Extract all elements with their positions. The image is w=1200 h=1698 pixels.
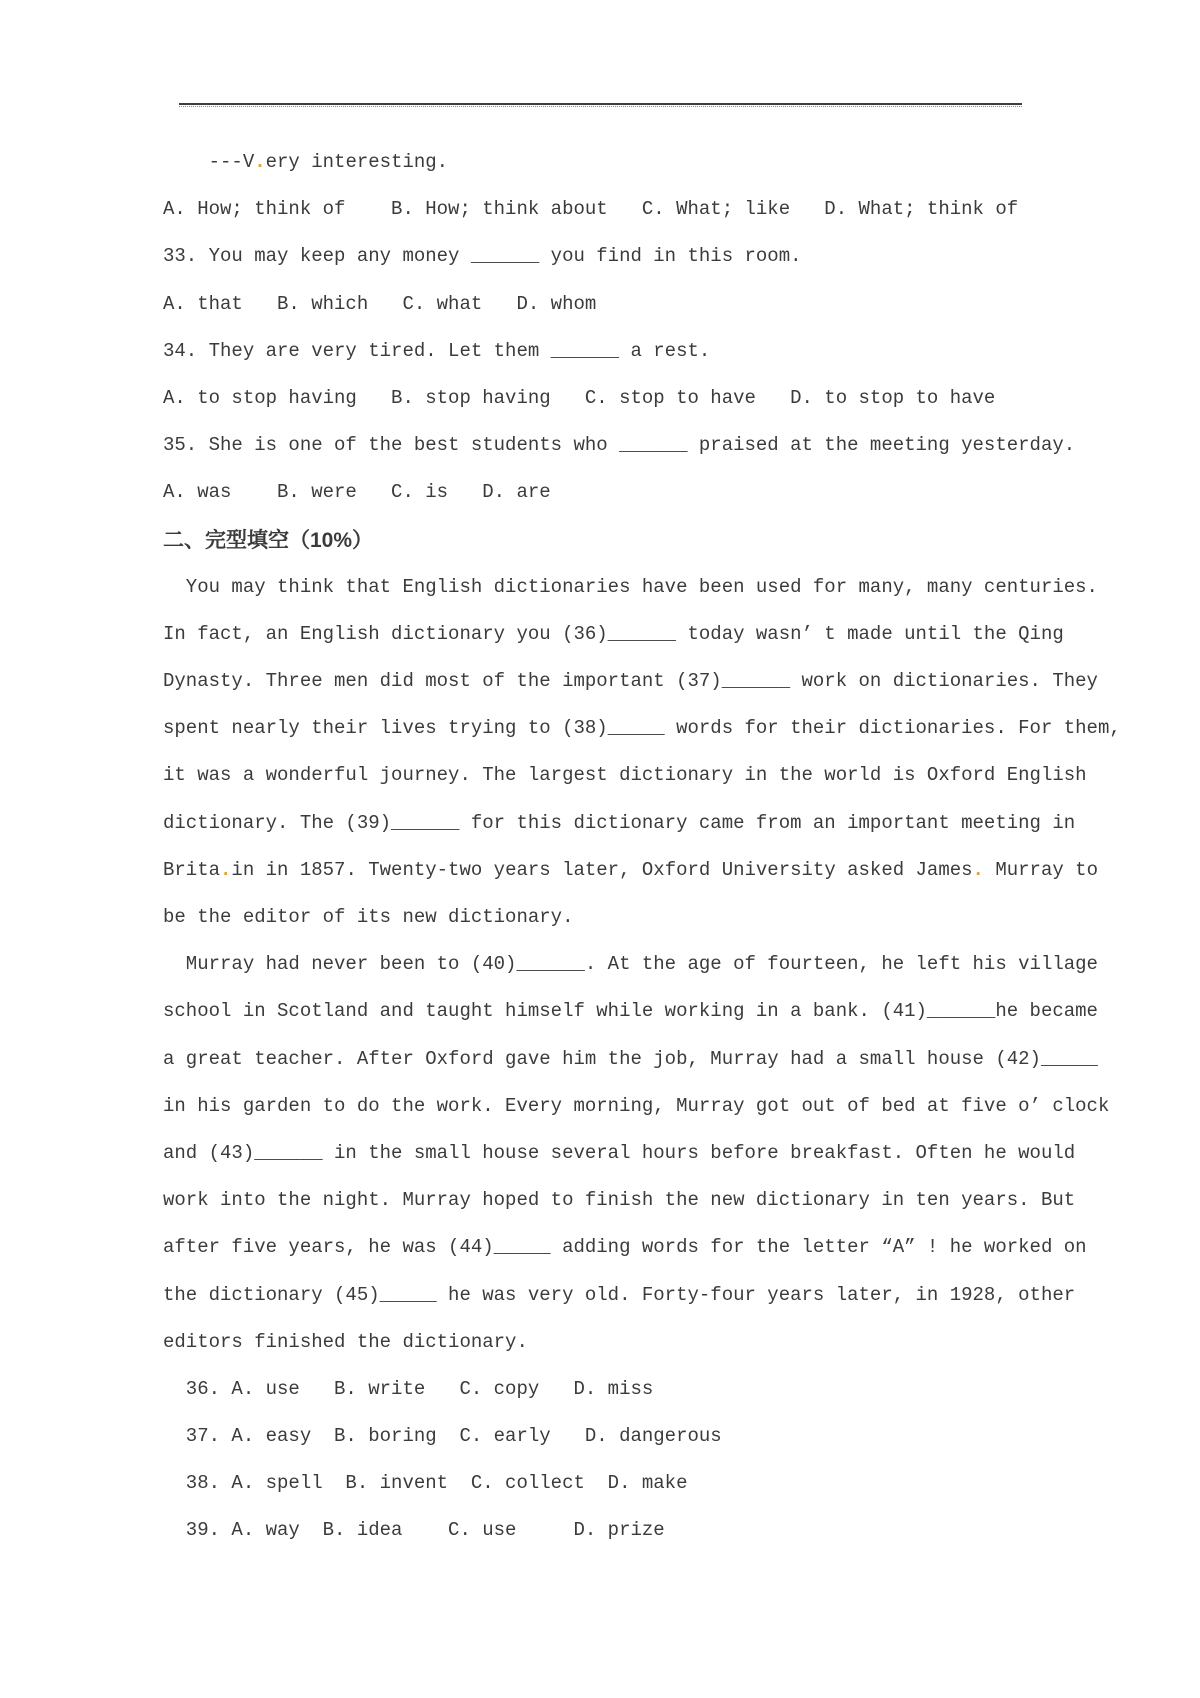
cloze-p2-line-8: the dictionary (45)_____ he was very old. Forty-four years later, in 1928, other [163, 1283, 1076, 1306]
section-cloze-heading: 二、完型填空（10%） [163, 528, 374, 552]
cloze-p1-britain-line [163, 847, 1098, 894]
q33-options-line: A. that B. which C. what D. whom [163, 292, 597, 315]
cloze-p1-line-5: it was a wonderful journey. The largest dictionary in the world is Oxford English [163, 764, 1087, 787]
q32-reply-text-post: ery interesting. [265, 151, 449, 173]
cloze-p2-line-1: Murray had never been to (40)______. At the age of fourteen, he left his village [163, 953, 1098, 976]
q36-options-line: 36. A. use B. write C. copy D. miss [163, 1377, 654, 1400]
cloze-p1-line-8: be the editor of its new dictionary. [163, 906, 574, 928]
cloze-p2-line-3: a great teacher. After Oxford gave him the job, Murray had a small house (42)_____ [163, 1047, 1098, 1070]
cloze-p2-line-2: school in Scotland and taught himself while working in a bank. (41)______he became [163, 1000, 1098, 1023]
q32-reply-text-pre: ---V [163, 151, 255, 173]
cloze-p2-line-7: after five years, he was (44)_____ adding words for the letter “A” ! he worked on [163, 1236, 1087, 1259]
exam-content [163, 139, 1121, 1555]
q32-options-line: A. How; think of B. How; think about C. What; like D. What; think of [163, 198, 1019, 221]
cloze-p1-line-2: In fact, an English dictionary you (36)______ today wasn’ t made until the Qing [163, 622, 1064, 645]
q37-options-line: 37. A. easy B. boring C. early D. dangerous [163, 1425, 722, 1448]
cloze-p1-line-1: You may think that English dictionaries have been used for many, many centuries. [163, 575, 1098, 598]
q33-stem-line: 33. You may keep any money ______ you find in this room. [163, 245, 802, 268]
britain-text-mid: in in 1857. Twenty-two years later, Oxford University asked James [231, 858, 973, 881]
q34-options-line: A. to stop having B. stop having C. stop to have D. to stop to have [163, 386, 996, 409]
cloze-p1-line-6: dictionary. The (39)______ for this dictionary came from an important meeting in [163, 811, 1076, 834]
header-divider-line [179, 103, 1022, 107]
orange-mark: . [972, 858, 984, 881]
britain-text-pre: Brita [163, 858, 221, 881]
orange-mark: . [254, 151, 266, 173]
q39-options-line: 39. A. way B. idea C. use D. prize [163, 1519, 665, 1542]
cloze-p1-line-3: Dynasty. Three men did most of the important (37)______ work on dictionaries. They [163, 670, 1098, 693]
cloze-p2-line-5: and (43)______ in the small house several hours before breakfast. Often he would [163, 1141, 1076, 1164]
orange-mark: . [220, 858, 232, 881]
q34-stem-line: 34. They are very tired. Let them ______ a rest. [163, 339, 711, 362]
cloze-p2-line-6: work into the night. Murray hoped to finish the new dictionary in ten years. But [163, 1189, 1076, 1212]
britain-text-post: Murray to [983, 858, 1098, 881]
q35-stem-line: 35. She is one of the best students who ______ praised at the meeting yesterday. [163, 434, 1076, 457]
cloze-p1-line-4: spent nearly their lives trying to (38)_____ words for their dictionaries. For them, [163, 717, 1121, 740]
q35-options-line: A. was B. were C. is D. are [163, 481, 551, 504]
cloze-p2-line-9: editors finished the dictionary. [163, 1330, 528, 1353]
cloze-p2-line-4: in his garden to do the work. Every morning, Murray got out of bed at five o’ clock [163, 1094, 1110, 1117]
q32-reply-line [163, 139, 1083, 186]
q38-options-line: 38. A. spell B. invent C. collect D. make [163, 1472, 688, 1495]
